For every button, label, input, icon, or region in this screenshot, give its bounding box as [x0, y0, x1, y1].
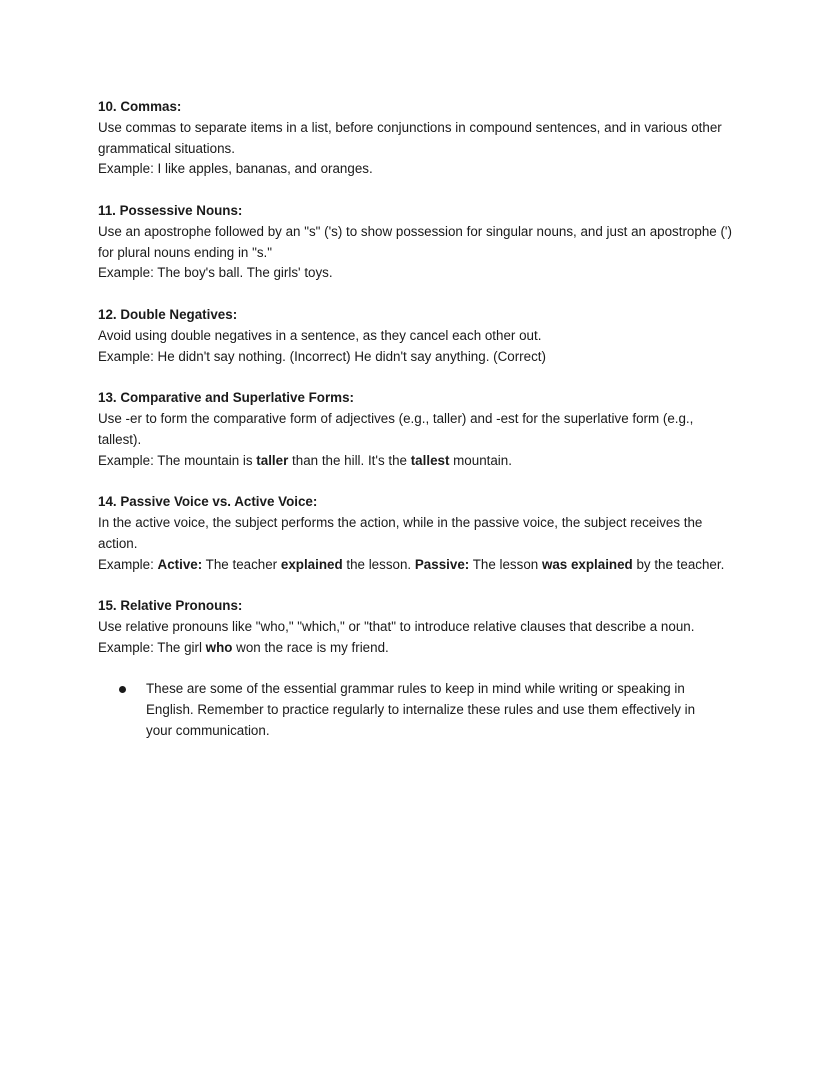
example-bold-text: taller [256, 452, 289, 468]
section-heading: 13. Comparative and Superlative Forms: [98, 390, 354, 406]
section-body: Use commas to separate items in a list, before conjunctions in compound sentences, and in various other grammatical situations. [98, 119, 722, 156]
section-example [98, 638, 738, 659]
section-relative-pronouns [98, 596, 738, 658]
example-text: Example: The boy's ball. The girls' toys. [98, 265, 333, 281]
section-heading: 10. Commas: [98, 99, 182, 114]
section-heading: 14. Passive Voice vs. Active Voice: [98, 494, 318, 510]
section-body: In the active voice, the subject performs the action, while in the passive voice, the subject receives the action. [98, 514, 703, 551]
section-example [98, 159, 738, 180]
example-text: mountain. [449, 452, 512, 468]
example-text: The lesson [469, 556, 542, 572]
section-example [98, 555, 738, 576]
example-text: than the hill. It's the [288, 452, 411, 468]
section-body: Use an apostrophe followed by an "s" ('s) to show possession for singular nouns, and just an apostrophe (') for plural nouns ending in "s." [98, 223, 732, 260]
example-text: The teacher [202, 556, 281, 572]
example-bold-text: was explained [541, 556, 633, 572]
section-body: Use relative pronouns like "who," "which," or "that" to introduce relative clauses that describe a noun. [98, 618, 695, 634]
example-text: Example: I like apples, bananas, and oranges. [98, 161, 373, 177]
section-comparative-superlative [98, 388, 738, 471]
example-text: Example: He didn't say nothing. (Incorrect) He didn't say anything. (Correct) [98, 348, 546, 364]
section-commas [98, 97, 738, 180]
document-page [98, 97, 738, 742]
section-double-negatives [98, 305, 738, 367]
section-heading: 11. Possessive Nouns: [98, 202, 243, 218]
example-text: Example: The girl [98, 639, 206, 655]
example-bold-text: tallest [410, 452, 450, 468]
closing-bullet-text: These are some of the essential grammar rules to keep in mind while writing or speaking in English. Remember to practice regularly to internalize these rules and use them effectively in your communication. [146, 681, 696, 738]
section-heading: 15. Relative Pronouns: [98, 598, 243, 614]
section-passive-active-voice [98, 492, 738, 575]
section-heading: 12. Double Negatives: [98, 306, 238, 322]
example-text: won the race is my friend. [232, 639, 389, 655]
section-example [98, 347, 738, 368]
section-possessive-nouns [98, 201, 738, 284]
section-body: Avoid using double negatives in a sentence, as they cancel each other out. [98, 327, 542, 343]
example-bold-text: Passive: [414, 556, 470, 572]
example-text: by the teacher. [632, 556, 725, 572]
section-example [98, 263, 738, 284]
example-text: the lesson. [342, 556, 415, 572]
example-bold-text: Active: [157, 556, 203, 572]
section-body: Use -er to form the comparative form of adjectives (e.g., taller) and -est for the superlative form (e.g., tallest). [98, 410, 694, 447]
closing-bullet-list [98, 679, 738, 741]
example-text: Example: The mountain is [98, 452, 257, 468]
section-example [98, 451, 738, 472]
list-item [98, 679, 706, 741]
bullet-dot-icon [119, 686, 126, 693]
example-bold-text: who [205, 639, 233, 655]
example-bold-text: explained [280, 556, 343, 572]
example-text: Example: [98, 556, 158, 572]
